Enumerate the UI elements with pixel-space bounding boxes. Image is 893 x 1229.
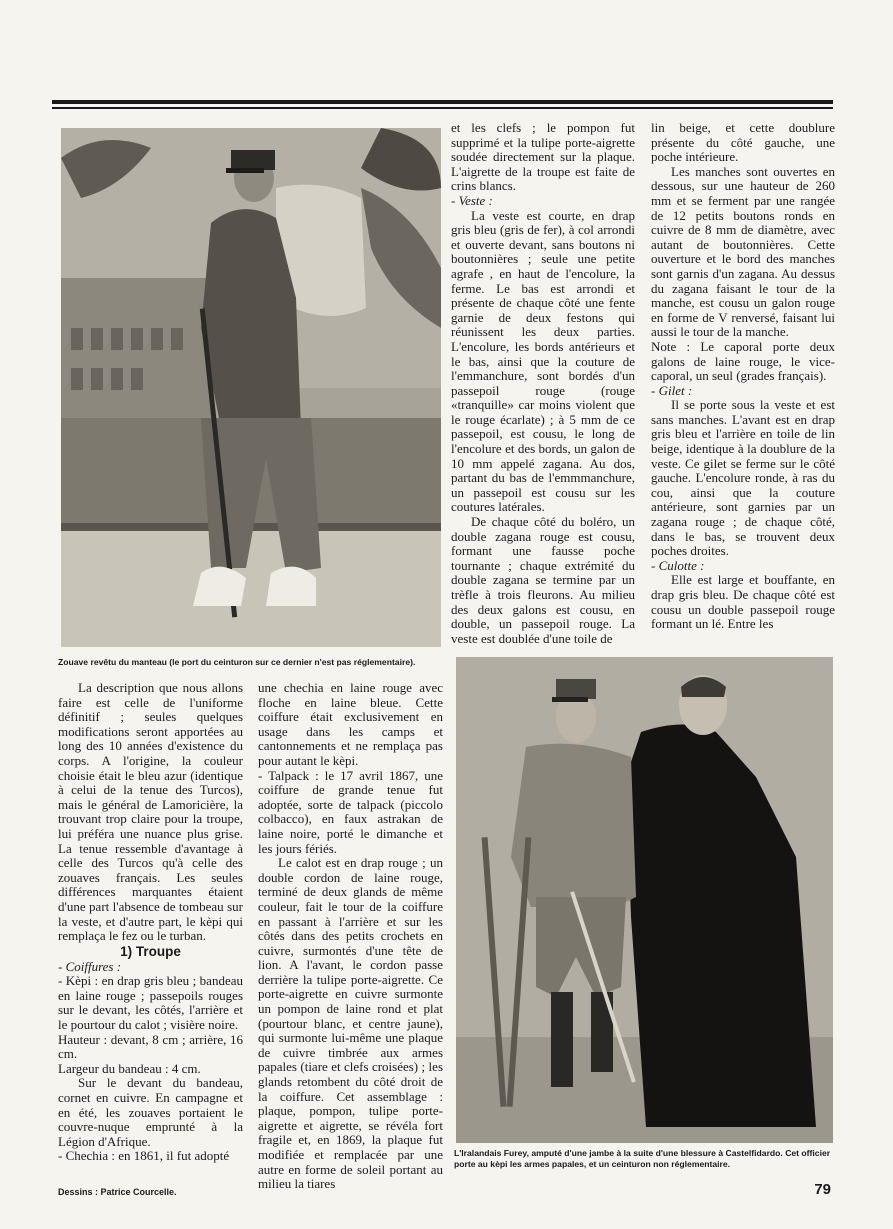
subheading-gilet: - Gilet : [651, 382, 693, 398]
paragraph: et les clefs ; le pompon fut supprimé et la tulipe porte-aigrette soudée directement sur la plaque. L'aigrette de la troupe est faite de crins blancs. [451, 120, 635, 194]
furey-portrait-photo [456, 657, 833, 1143]
subheading-culotte: - Culotte : [651, 557, 705, 573]
paragraph: Largeur du bandeau : 4 cm. [58, 1060, 201, 1076]
section-heading: 1) Troupe [120, 943, 181, 959]
photo1-caption: Zouave revêtu du manteau (le port du ceinturon sur ce dernier n'est pas réglementaire). [58, 657, 416, 667]
paragraph: Le calot est en drap rouge ; un double cordon de laine rouge, terminé de deux glands de même couleur, fait le tour de la coiffure en passant à l'arrière et sur les côtés dans des petits crochets en cuivre, surmontés d'une tête de lion. A l'avant, le cordon passe derrière la tulipe porte-aigrette. Ce porte-aigrette en cuivre surmonte un pompon de laine rond et plat (pourtour blanc, et centre jaune), qui surmonte lui-même une plaque de cuivre timbrée aux armes papales (tiare et clefs croisées) ; les glands retombent du côté droit de la coiffure. Cet assemblage : plaque, pompon, tulipe porte-aigrette et aigrette, se révéla fort fragile et, en 1869, la plaque fut modifiée et remplacée par une autre en forme de soleil portant au milieu la tiares [258, 855, 443, 1192]
paragraph: - Talpack : le 17 avril 1867, une coiffure de grande tenue fut adoptée, sorte de talpack (piccolo colbacco), en faux astrakan de laine noire, porté le dimanche et les jours fériés. [258, 767, 443, 856]
paragraph: une chechia en laine rouge avec floche en laine bleue. Cette coiffure était exclusivement en usage dans les camps et cantonnements et ne remplaça pas pour autant le kèpi. [258, 680, 443, 768]
text-column-left-2 [258, 681, 443, 1192]
paragraph: Sur le devant du bandeau, cornet en cuivre. En campagne et en été, les zouaves portaient le couvre-nuque emprunté à la Légion d'Afrique. [58, 1075, 243, 1149]
page-number: 79 [814, 1181, 831, 1198]
paragraph: La veste est courte, en drap gris bleu (gris de fer), à col arrondi et ouverte devant, sans boutons ni boutonnières ; seule une petite agrafe , en haut de l'encolure, la ferme. Le bas est arrondi et présente de chaque côté une fente garnie de deux festons qui réunissent les deux parties. L'encolure, les bords antérieurs et le bas, ainsi que la couture de l'emmanchure, sont bordés d'un passepoil rouge (rouge «tranquille» car moins violent que le rouge écarlate) ; à 5 mm de ce passepoil, est cousu, le long de l'encolure et des bords, un galon de 10 mm appelé zagana. Au dos, partant du bas de l'emmmanchure, un passepoil est cousu sur les coutures latérales. [451, 207, 635, 515]
zouave-greatcoat-photo [61, 128, 441, 647]
subheading-coiffures: - Coiffures : [58, 958, 122, 974]
note: Note : Le caporal porte deux galons de laine rouge, le vice-caporal, un seul (grades français). [651, 338, 835, 384]
header-rule-thick [52, 100, 833, 104]
subheading-veste: - Veste : [451, 192, 493, 208]
photo2-caption: L'Iralandais Furey, amputé d'une jambe à la suite d'une blessure à Castelfidardo. Cet officier porte au kèpi les armes papales, et un ceinturon non réglementaire. [454, 1148, 831, 1169]
text-column-right-b [651, 121, 835, 632]
paragraph: Il se porte sous la veste et est sans manches. L'avant est en drap gris bleu et l'arrière en toile de lin beige, identique à la doublure de la veste. Ce gilet se ferme sur le côté gauche. L'encolure ronde, à ras du cou, ainsi que la couture antérieure, sont garnies par un zagana rouge ; de chaque côté, dans le bas, se trouvent deux poches droites. [651, 397, 835, 559]
paragraph: De chaque côté du boléro, un double zagana rouge est cousu, formant une fausse poche tournante ; chaque extrémité du double zagana se termine par un trèfle à trois fleurons. Au milieu des deux galons est cousu, en double, un passepoil rouge. La veste est doublée d'une toile de [451, 514, 635, 646]
paragraph: - Kèpi : en drap gris bleu ; bandeau en laine rouge ; passepoils rouges sur le devant, les côtés, l'arrière et le pourtour du calot ; visière noire. [58, 973, 243, 1033]
footer-credit: Dessins : Patrice Courcelle. [58, 1187, 177, 1197]
paragraph: Les manches sont ouvertes en dessous, sur une hauteur de 260 mm et se ferment par une rangée de 12 petits boutons ronds en cuivre de 8 mm de diamètre, avec autant de boutonnières. Cette ouverture et le bord des manches sont garnis d'un zagana. Au dessus du zagana faisant le tour de la manche, est cousu un galon rouge en forme de V renversé, faisant lui aussi le tour de la manche. [651, 163, 835, 340]
paragraph: La description que nous allons faire est celle de l'uniforme définitif ; seules quelques modifications seront apportées au long des 10 années d'existence du corps. A l'origine, la couleur choisie était le bleu azur (identique à celui de la tenue des Turcos), mais le général de Lamoricière, la trouvant trop claire pour la troupe, lui préféra une nuance plus grise. La tenue ressemble d'avantage à celle des Turcos qu'à celle des zouaves français. Les seules différences marquantes étaient d'une part l'absence de tombeau sur la veste, et d'autre part, le kèpi qui remplaça le fez ou le turban. [58, 680, 243, 944]
paragraph: lin beige, et cette doublure présente du côté gauche, une poche intérieure. [651, 120, 835, 165]
paragraph: - Chechia : en 1861, il fut adopté [58, 1148, 230, 1164]
header-rule-thin [52, 107, 833, 109]
paragraph: Elle est large et bouffante, en drap gris bleu. De chaque côté est cousu un double passepoil rouge formant un lé. Entre les [651, 572, 835, 632]
paragraph: Hauteur : devant, 8 cm ; arrière, 16 cm. [58, 1031, 243, 1062]
text-column-left-1 [58, 681, 243, 1164]
text-column-right-a [451, 121, 635, 646]
